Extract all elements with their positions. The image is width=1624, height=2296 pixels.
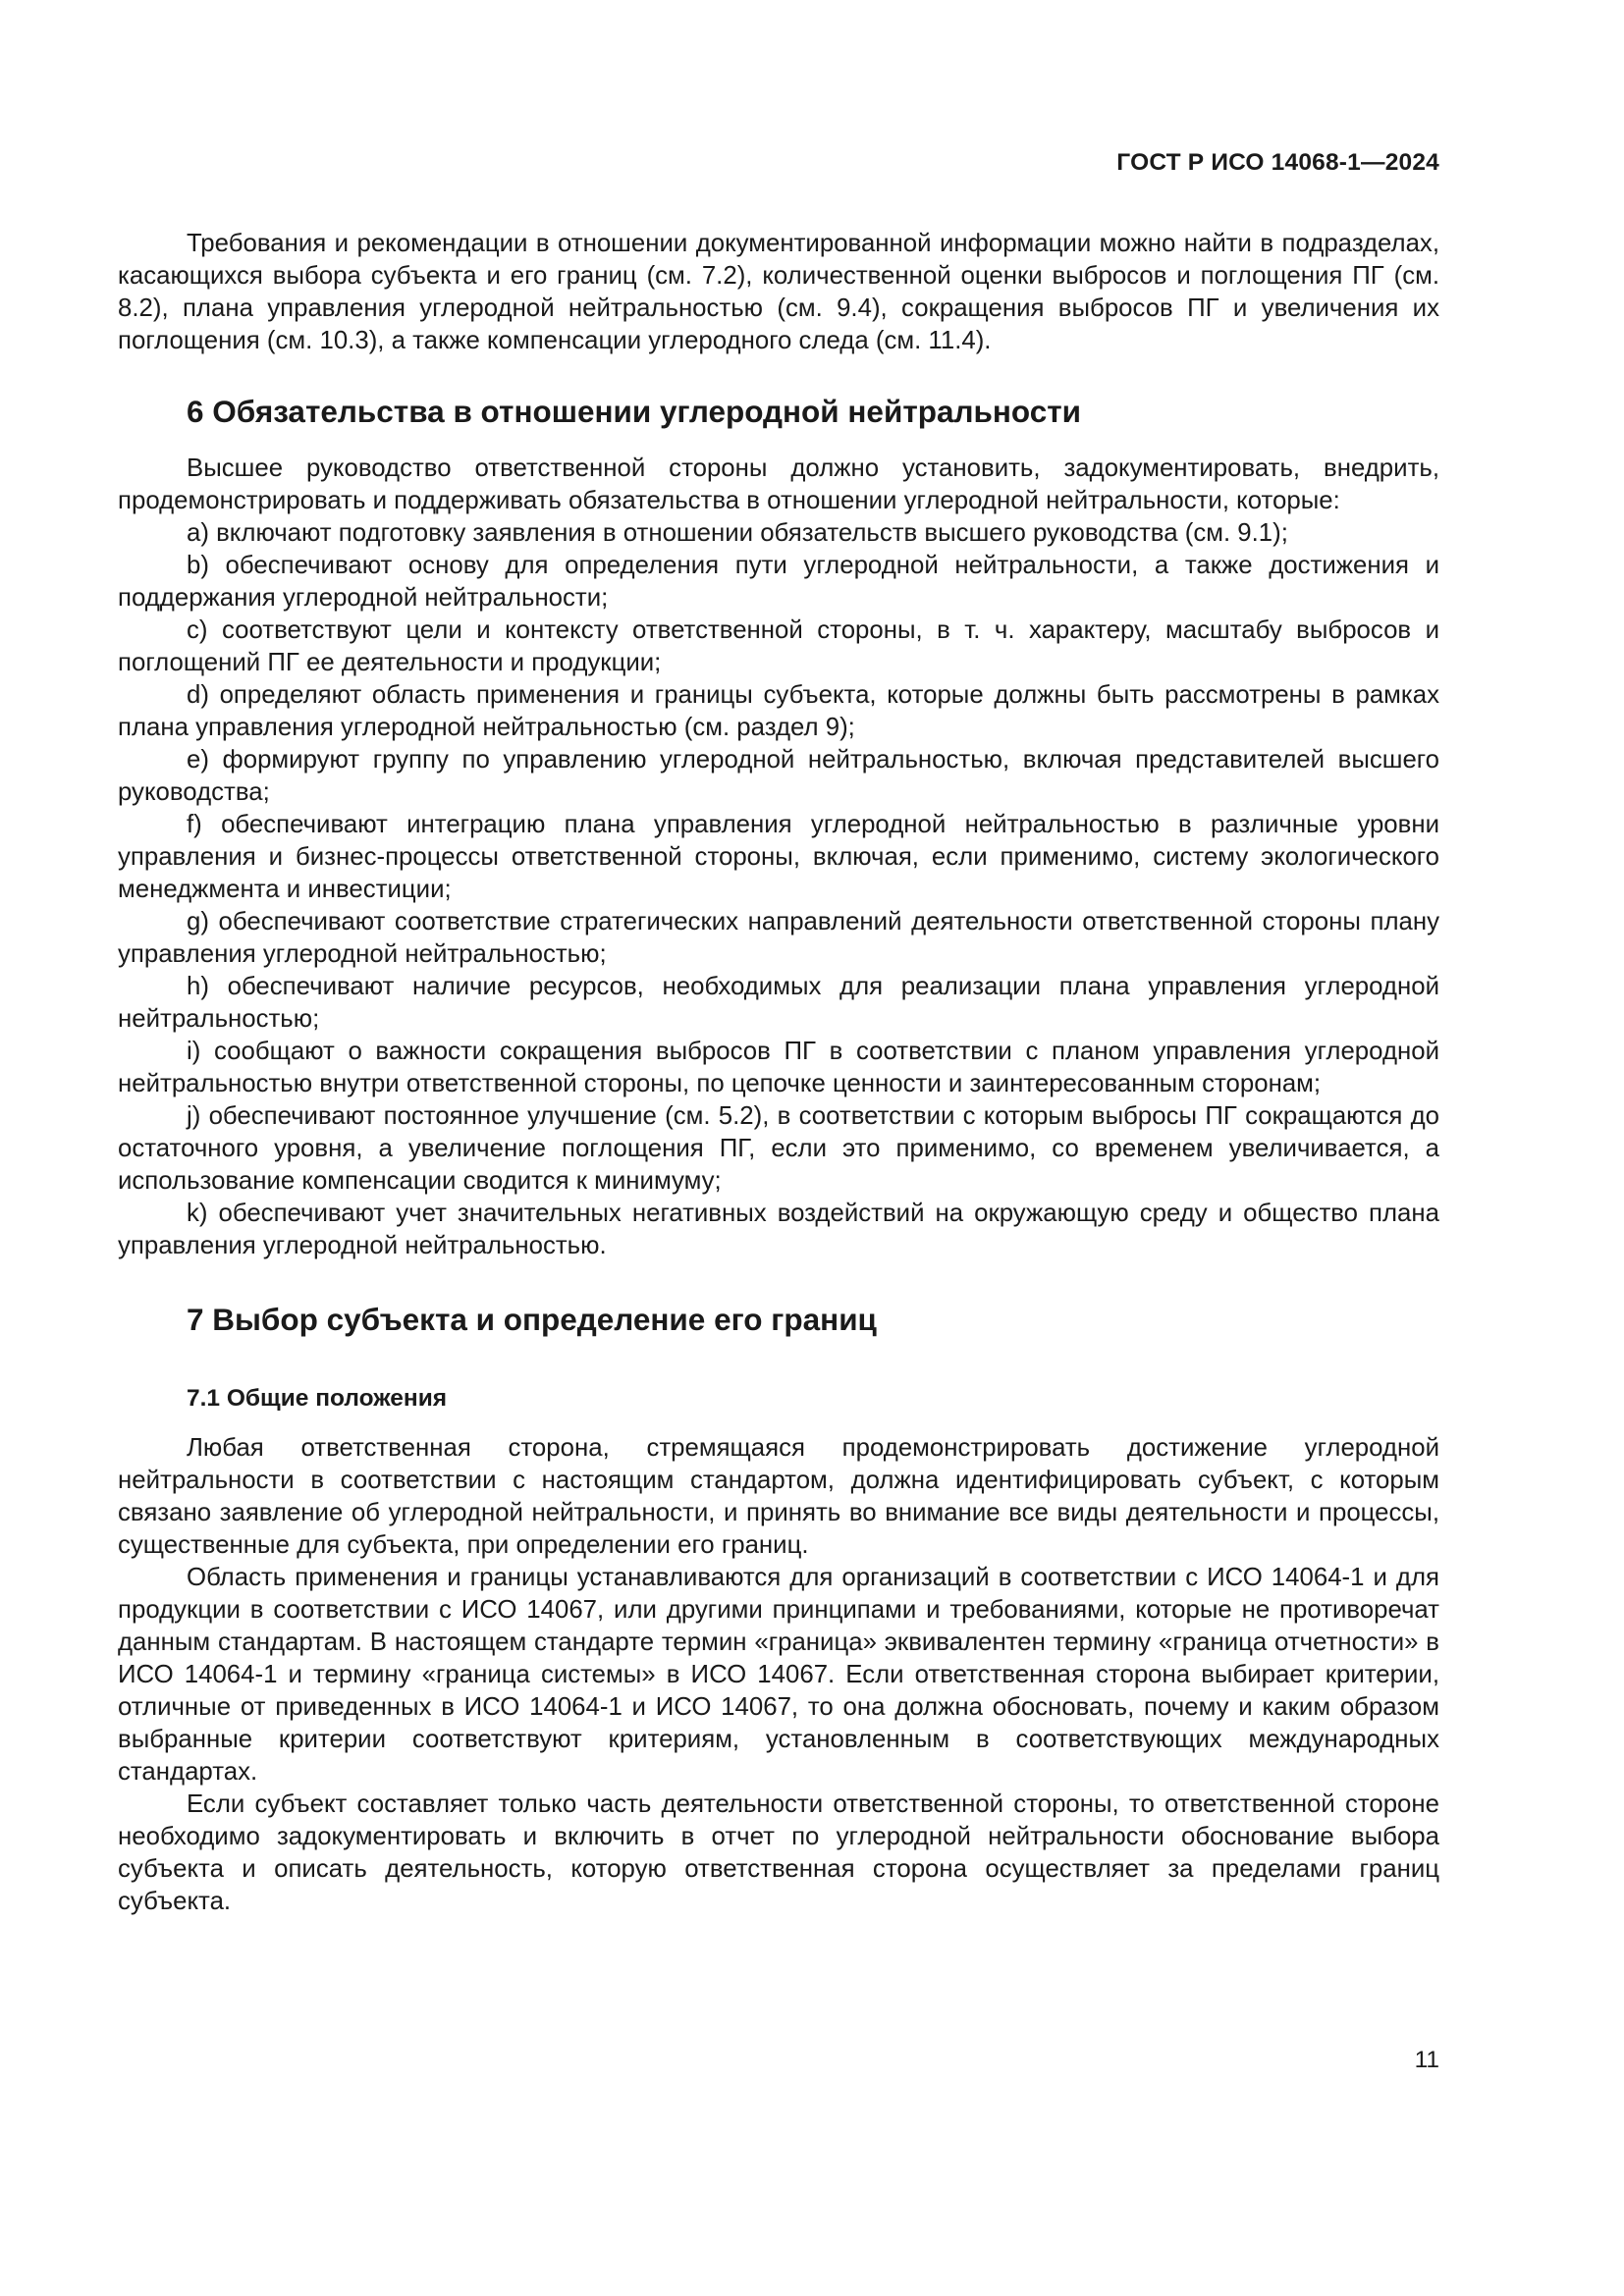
intro-paragraph: Требования и рекомендации в отношении документированной информации можно найти в подразделах, касающихся выбора субъекта и его границ (см. 7.2), количественной оценки выбросов и поглощения ПГ (см. 8.2), плана управления углеродной нейтральностью (см. 9.4), сокращения выбросов ПГ и увеличения их поглощения (см. 10.3), а также компенсации углеродного следа (см. 11.4). bbox=[118, 230, 1439, 354]
subsection-7-1-heading: 7.1 Общие положения bbox=[187, 1385, 448, 1412]
document-page bbox=[118, 0, 1439, 2296]
section-6-lead-paragraph: Высшее руководство ответственной стороны должно установить, задокументировать, внедрить, продемонстрировать и поддерживать обязательства в отношении углеродной нейтральности, которые: bbox=[118, 454, 1439, 514]
document-code-header: ГОСТ Р ИСО 14068-1—2024 bbox=[1116, 149, 1439, 176]
section-7-paragraph-2: Область применения и границы устанавливаются для организаций в соответствии с ИСО 14064-1 и для продукции в соответствии с ИСО 14067, или другими принципами и требованиями, которые не противоречат данным стандартам. В настоящем стандарте термин «граница» эквивалентен термину «граница отчетности» в ИСО 14064-1 и термину «граница системы» в ИСО 14067. Если ответственная сторона выбирает критерии, отличные от приведенных в ИСО 14064-1 и ИСО 14067, то она должна обосновать, почему и каким образом выбранные критерии соответствуют критериям, установленным в соответствующих международных стандартах. bbox=[118, 1564, 1439, 1786]
list-item-f: f) обеспечивают интеграцию плана управления углеродной нейтральностью в различные уровни управления и бизнес-процессы ответственной стороны, включая, если применимо, систему экологического менеджмента и инвестиции; bbox=[118, 811, 1439, 903]
section-7-paragraph-3: Если субъект составляет только часть деятельности ответственной стороны, то ответственной стороне необходимо задокументировать и включить в отчет по углеродной нейтральности обоснование выбора субъекта и описать деятельность, которую ответственная сторона осуществляет за пределами границ субъекта. bbox=[118, 1790, 1439, 1915]
page-content bbox=[118, 228, 1439, 1918]
list-item-j: j) обеспечивают постоянное улучшение (см. 5.2), в соответствии с которым выбросы ПГ сокращаются до остаточного уровня, а увеличение поглощения ПГ, если это применимо, со временем увеличивается, а использование компенсации сводится к минимуму; bbox=[118, 1102, 1439, 1195]
section-6-heading: 6 Обязательства в отношении углеродной нейтральности bbox=[187, 394, 1082, 429]
list-item-h: h) обеспечивают наличие ресурсов, необходимых для реализации плана управления углеродной нейтральностью; bbox=[118, 973, 1439, 1033]
list-item-e: e) формируют группу по управлению углеродной нейтральностью, включая представителей высшего руководства; bbox=[118, 746, 1439, 806]
list-item-c: c) соответствуют цели и контексту ответственной стороны, в т. ч. характеру, масштабу выбросов и поглощений ПГ ее деятельности и продукции; bbox=[118, 616, 1439, 676]
section-7-heading: 7 Выбор субъекта и определение его границ bbox=[187, 1302, 877, 1337]
section-7-paragraph-1: Любая ответственная сторона, стремящаяся продемонстрировать достижение углеродной нейтральности в соответствии с настоящим стандартом, должна идентифицировать субъект, с которым связано заявление об углеродной нейтральности, и принять во внимание все виды деятельности и процессы, существенные для субъекта, при определении его границ. bbox=[118, 1434, 1439, 1559]
list-item-g: g) обеспечивают соответствие стратегических направлений деятельности ответственной стороны плану управления углеродной нейтральностью; bbox=[118, 908, 1439, 968]
page-number: 11 bbox=[1414, 2047, 1439, 2073]
list-item-a: a) включают подготовку заявления в отношении обязательств высшего руководства (см. 9.1); bbox=[187, 519, 1288, 547]
list-item-i: i) сообщают о важности сокращения выбросов ПГ в соответствии с планом управления углеродной нейтральностью внутри ответственной стороны, по цепочке ценности и заинтересованным сторонам; bbox=[118, 1038, 1439, 1097]
list-item-d: d) определяют область применения и границы субъекта, которые должны быть рассмотрены в рамках плана управления углеродной нейтральностью (см. раздел 9); bbox=[118, 681, 1439, 741]
list-item-k: k) обеспечивают учет значительных негативных воздействий на окружающую среду и общество плана управления углеродной нейтральностью. bbox=[118, 1200, 1439, 1259]
list-item-b: b) обеспечивают основу для определения пути углеродной нейтральности, а также достижения и поддержания углеродной нейтральности; bbox=[118, 552, 1439, 612]
